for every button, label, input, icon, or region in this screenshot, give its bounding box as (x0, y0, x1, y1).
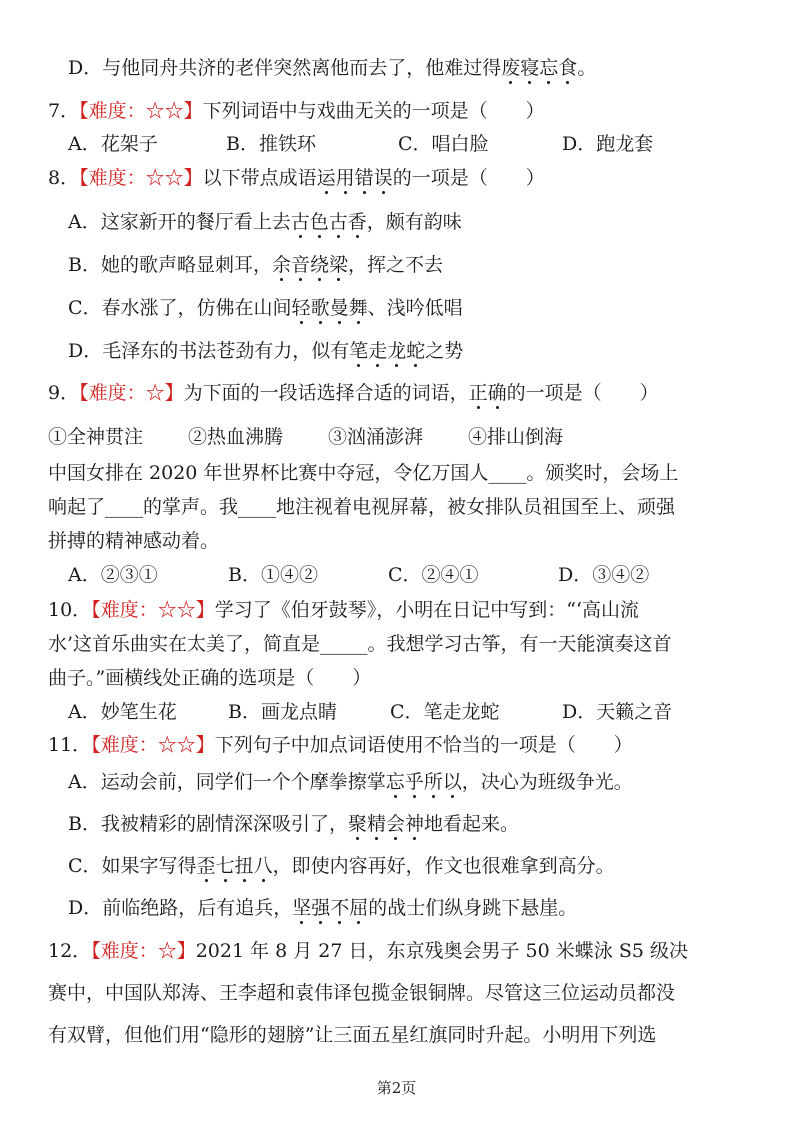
difficulty-badge: 【难度：☆☆】 (79, 167, 203, 189)
option-text: B．她的歌声略显刺耳， (68, 254, 272, 276)
q10-stem-line-3: 曲子。”画横线处正确的选项是（ ） (48, 667, 372, 689)
emphasized-char: 歌 (310, 297, 330, 319)
option-d: D．③④② (558, 564, 650, 586)
page-number: 第2页 (376, 1079, 417, 1097)
emphasized-char: 用 (335, 167, 355, 189)
question-text: 为下面的一段话选择合适的词语， (183, 382, 469, 404)
word-choice: ③汹涌澎湃 (328, 426, 424, 448)
emphasized-char: 屈 (349, 897, 369, 919)
question-text: 下列词语中与戏曲无关的一项是（ ） (202, 100, 545, 122)
emphasized-char: 歪 (196, 855, 216, 877)
option-text: ，颇有韵味 (366, 211, 462, 233)
difficulty-badge: 【难度：☆☆】 (79, 100, 203, 122)
emphasized-char: 乎 (404, 771, 424, 793)
emphasized-char: 误 (373, 167, 393, 189)
q11-option-b (68, 811, 519, 837)
emphasized-char: 聚 (347, 813, 367, 835)
emphasized-char: 曼 (329, 297, 349, 319)
emphasized-char: 轻 (291, 297, 311, 319)
emphasized-char: 香 (347, 211, 367, 233)
emphasized-char: 食 (558, 57, 578, 79)
emphasized-char: 确 (487, 382, 507, 404)
question-text: 的一项是（ ） (506, 382, 659, 404)
q8-option-a (68, 209, 462, 235)
question-number: 9． (48, 382, 80, 404)
difficulty-badge: 【难度：☆☆】 (91, 734, 215, 756)
question-text: 以下带点成语 (202, 167, 317, 189)
question-text: 下列句子中加点词语使用不恰当的一项是（ ） (214, 734, 633, 756)
emphasized-char: 八 (253, 855, 273, 877)
emphasized-char: 舞 (348, 297, 368, 319)
question-number: 8． (48, 167, 80, 189)
option-text: 地看起来。 (424, 813, 520, 835)
option-b: B．①④② (228, 564, 318, 586)
option-b: B．画龙点睛 (228, 701, 337, 723)
q9-passage-line-1: 中国女排在 2020 年世界杯比赛中夺冠，令亿万国人____。颁奖时，会场上 (48, 462, 679, 484)
emphasized-char: 精 (366, 813, 386, 835)
emphasized-char: 龙 (387, 340, 407, 362)
q8-stem (48, 165, 545, 191)
question-text: 学习了《伯牙鼓琴》，小明在日记中写到：“‘高山流 (214, 599, 639, 621)
question-number: 11． (48, 734, 92, 756)
emphasized-char: 以 (442, 771, 462, 793)
q11-option-c (68, 853, 615, 879)
q11-option-a (68, 769, 633, 795)
emphasized-char: 梁 (329, 254, 349, 276)
option-text: 、浅吟低唱 (367, 297, 463, 319)
q8-option-b (68, 252, 443, 278)
q12-stem-line-1 (48, 938, 688, 964)
option-text: D．与他同舟共济的老伴突然离他而去了，他难过得 (68, 57, 502, 79)
q12-stem-line-2: 赛中，中国队郑涛、王李超和袁伟译包揽金银铜牌。尽管这三位运动员都没 (48, 982, 676, 1004)
word-choice: ④排山倒海 (468, 426, 564, 448)
option-c: C．唱白脸 (398, 133, 489, 155)
emphasized-char: 七 (215, 855, 235, 877)
q9-passage-line-2: 响起了____的掌声。我____地注视着电视屏幕，被女排队员祖国至上、顽强 (48, 496, 676, 518)
option-text: B．我被精彩的剧情深深吸引了， (68, 813, 348, 835)
question-text: 的一项是（ ） (392, 167, 545, 189)
emphasized-char: 寝 (520, 57, 540, 79)
option-text: A．这家新开的餐厅看上去 (68, 211, 291, 233)
emphasized-char: 坚 (292, 897, 312, 919)
option-text: C．春水涨了，仿佛在山间 (68, 297, 292, 319)
emphasized-char: 所 (423, 771, 443, 793)
q6-option-d (68, 55, 596, 81)
emphasized-char: 古 (328, 211, 348, 233)
option-text: 的战士们纵身跳下悬崖。 (368, 897, 578, 919)
emphasized-char: 古 (290, 211, 310, 233)
option-a: A．花架子 (68, 133, 158, 155)
option-text: C．如果字写得 (68, 855, 197, 877)
option-text: ，即使内容再好，作文也很难拿到高分。 (272, 855, 615, 877)
emphasized-char: 绕 (310, 254, 330, 276)
question-text: 2021 年 8 月 27 日，东京残奥会男子 50 米蝶泳 S5 级决 (195, 940, 688, 962)
q8-option-d (68, 338, 463, 364)
question-number: 12． (48, 940, 92, 962)
q9-passage-line-3: 拼搏的精神感动着。 (48, 530, 220, 552)
option-text: 之势 (425, 340, 464, 362)
emphasized-char: 蛇 (406, 340, 426, 362)
option-c: C．笔走龙蛇 (390, 701, 500, 723)
emphasized-char: 强 (311, 897, 331, 919)
option-text: D．毛泽东的书法苍劲有力，似有 (68, 340, 350, 362)
q11-stem (48, 732, 633, 758)
q12-stem-line-3: 有双臂，但他们用“隐形的翅膀”让三面五星红旗同时升起。小明用下列选 (48, 1024, 657, 1046)
emphasized-char: 忘 (539, 57, 559, 79)
question-number: 7． (48, 100, 80, 122)
option-b: B．推铁环 (226, 133, 316, 155)
q7-stem (48, 98, 545, 124)
q10-stem-line-2: 水’这首乐曲实在太美了，简直是_____。我想学习古筝，有一天能演奏这首 (48, 633, 672, 655)
difficulty-badge: 【难度：☆☆】 (91, 599, 215, 621)
option-text: A．运动会前，同学们一个个摩拳擦掌 (68, 771, 386, 793)
q11-option-d (68, 895, 577, 921)
option-a: A．妙笔生花 (68, 701, 177, 723)
option-d: D．天籁之音 (562, 701, 673, 723)
q9-stem (48, 380, 659, 406)
emphasized-char: 会 (386, 813, 406, 835)
option-text: D．前临绝路，后有追兵， (68, 897, 293, 919)
q8-option-c (68, 295, 463, 321)
emphasized-char: 笔 (349, 340, 369, 362)
emphasized-char: 神 (405, 813, 425, 835)
option-text: 。 (577, 57, 597, 79)
difficulty-badge: 【难度：☆】 (79, 382, 184, 404)
option-text: ，决心为班级争光。 (461, 771, 633, 793)
word-choice: ①全神贯注 (48, 426, 144, 448)
emphasized-char: 色 (309, 211, 329, 233)
option-a: A．②③① (68, 564, 158, 586)
option-text: ，挥之不去 (348, 254, 444, 276)
word-choice: ②热血沸腾 (188, 426, 284, 448)
option-c: C．②④① (388, 564, 479, 586)
emphasized-char: 忘 (385, 771, 405, 793)
q10-stem-line-1 (48, 597, 639, 623)
emphasized-char: 扭 (234, 855, 254, 877)
option-d: D．跑龙套 (562, 133, 654, 155)
emphasized-char: 错 (354, 167, 374, 189)
emphasized-char: 不 (330, 897, 350, 919)
difficulty-badge: 【难度：☆】 (91, 940, 196, 962)
emphasized-char: 废 (501, 57, 521, 79)
emphasized-char: 运 (316, 167, 336, 189)
question-number: 10． (48, 599, 92, 621)
emphasized-char: 走 (368, 340, 388, 362)
emphasized-char: 正 (468, 382, 488, 404)
emphasized-char: 余 (271, 254, 291, 276)
emphasized-char: 音 (290, 254, 310, 276)
